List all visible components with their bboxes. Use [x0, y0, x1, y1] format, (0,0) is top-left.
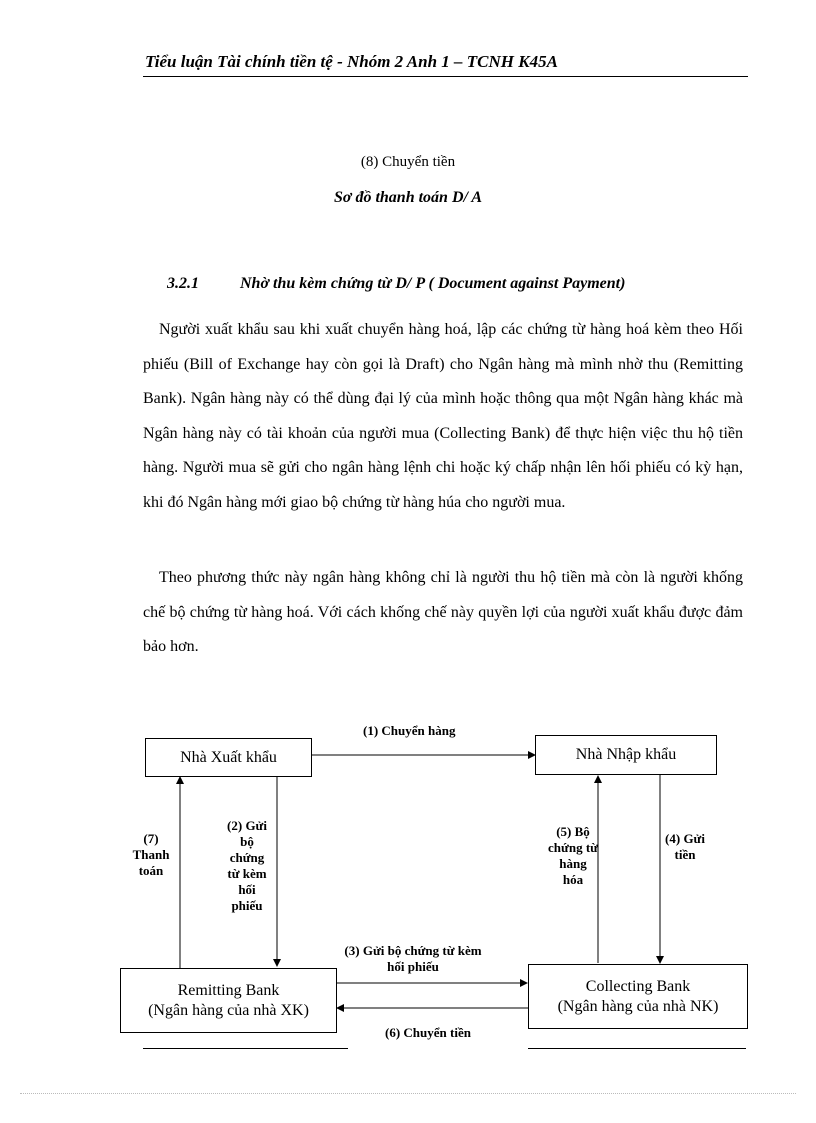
divider-right [528, 1048, 746, 1049]
remitting-bank-sublabel: (Ngân hàng của nhà XK) [148, 1001, 309, 1019]
header-title: Tiểu luận Tài chính tiền tệ - Nhóm 2 Anh 1 – TCNH K45A [145, 52, 558, 71]
collecting-bank-box [528, 964, 748, 1029]
paragraph-1-text: Người xuất khẩu sau khi xuất chuyển hàng hoá, lập các chứng từ hàng hoá kèm theo Hối phiếu (Bill of Exchange hay còn gọi là Draft) cho Ngân hàng mà mình nhờ thu (Remitting Bank). Ngân hàng này có thể dùng đại lý của mình hoặc thông qua một Ngân hàng khác mà Ngân hàng này có tài khoản của người mua (Collecting Bank) để thực hiện việc thu hộ tiền hàng. Người mua sẽ gửi cho ngân hàng lệnh chi hoặc ký chấp nhận lên hối phiếu có kỳ hạn, khi đó Ngân hàng mới giao bộ chứng từ hàng húa cho người mua. [143, 321, 743, 511]
step-4-label: (4) Gửi tiền [665, 831, 705, 862]
step-1-label: (1) Chuyển hàng [363, 723, 456, 738]
collecting-bank-sublabel: (Ngân hàng của nhà NK) [557, 997, 719, 1015]
figure-step-label: (8) Chuyển tiền [360, 154, 456, 170]
exporter-box [145, 738, 312, 777]
divider-left [143, 1048, 348, 1049]
paragraph-2-text: Theo phương thức này ngân hàng không chỉ là người thu hộ tiền mà còn là người khống chế bộ chứng từ hàng hoá. Với cách khống chế này quyền lợi của người xuất khẩu được đảm bảo hơn. [143, 569, 743, 655]
section-number: 3.2.1 [167, 275, 199, 292]
importer-box [535, 735, 717, 775]
remitting-bank-box [120, 968, 337, 1033]
step-5-label: (5) Bộ chứng từ hàng hóa [548, 824, 598, 887]
figure-title: Sơ đồ thanh toán D/ A [333, 189, 483, 206]
section-title: Nhờ thu kèm chứng từ D/ P ( Document against Payment) [240, 275, 626, 292]
step-7-label: (7) Thanh toán [132, 831, 170, 878]
collecting-bank-label: Collecting Bank [585, 977, 691, 995]
step-3-label: (3) Gửi bộ chứng từ kèm hối phiếu [344, 943, 482, 974]
remitting-bank-label: Remitting Bank [177, 981, 280, 999]
exporter-label: Nhà Xuất khẩu [180, 748, 277, 766]
step-6-label: (6) Chuyển tiền [385, 1025, 471, 1040]
step-2-label: (2) Gửi bộ chứng từ kèm hối phiếu [227, 818, 267, 913]
page-bottom-rule [20, 1093, 796, 1094]
importer-label: Nhà Nhập khẩu [575, 746, 677, 763]
